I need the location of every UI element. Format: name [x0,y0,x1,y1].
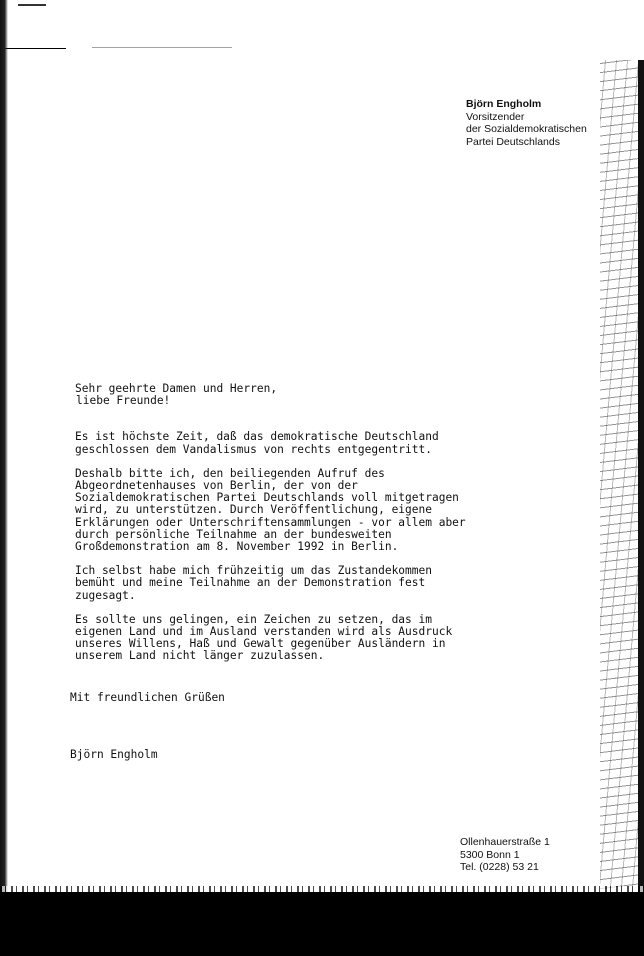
sender-title-line: Partei Deutschlands [466,135,560,148]
scan-edge-bottom [0,892,644,956]
signature-name: Björn Engholm [70,747,158,761]
scan-mark [18,4,46,6]
text-line: geschlossen dem Vandalismus von rechts entgegentritt. [75,442,432,456]
sender-title-line: Vorsitzender [466,110,525,123]
paragraph [75,468,535,553]
text-line: Sozialdemokratischen Partei Deutschlands voll mitgetragen [75,491,459,505]
salutation-line: liebe Freunde! [76,394,171,408]
paragraph [75,614,535,663]
address-line: 5300 Bonn 1 [460,848,520,861]
closing: Mit freundlichen Grüßen [70,690,225,704]
text-line: Ich selbst habe mich frühzeitig um das Zustandekommen [75,564,432,578]
letterhead [466,98,587,148]
paragraph [75,565,535,602]
address-line: Tel. (0228) 53 21 [460,861,539,873]
text-line: Es sollte uns gelingen, ein Zeichen zu setzen, das im [75,612,432,626]
salutation [75,383,535,407]
sender-name: Björn Engholm [466,98,542,110]
scan-edge-left [0,0,8,956]
text-line: Deshalb bitte ich, den beiliegenden Aufruf des [75,466,385,480]
sender-title-line: der Sozialdemokratischen [466,123,587,135]
text-line: Abgeordnetenhauses von Berlin, der von der [75,479,358,493]
scan-edge-right-dark [638,60,644,896]
text-line: Erklärungen oder Unterschriftensammlungen - vor allem aber [75,515,466,529]
text-line: Es ist höchste Zeit, daß das demokratische Deutschland [75,430,439,444]
text-line: unseres Willens, Haß und Gewalt gegenüber Ausländern in [75,637,446,651]
text-line: zugesagt. [75,588,136,602]
address-line: Ollenhauerstraße 1 [460,836,550,848]
salutation-line: Sehr geehrte Damen und Herren, [75,382,278,395]
text-line: durch persönliche Teilnahme an der bundesweiten [75,527,392,541]
letter-body [70,382,535,761]
paragraph [75,431,535,455]
sender-address [460,836,550,874]
text-line: eigenen Land und im Ausland verstanden wird als Ausdruck [75,625,453,639]
text-line: Großdemonstration am 8. November 1992 in Berlin. [75,540,399,554]
fold-line [0,48,66,49]
fold-line [92,47,232,48]
text-line: bemüht und meine Teilnahme an der Demonstration fest [75,576,426,590]
text-line: unserem Land nicht länger zuzulassen. [75,649,325,663]
text-line: wird, zu unterstützen. Durch Veröffentlichung, eigene [75,503,432,517]
